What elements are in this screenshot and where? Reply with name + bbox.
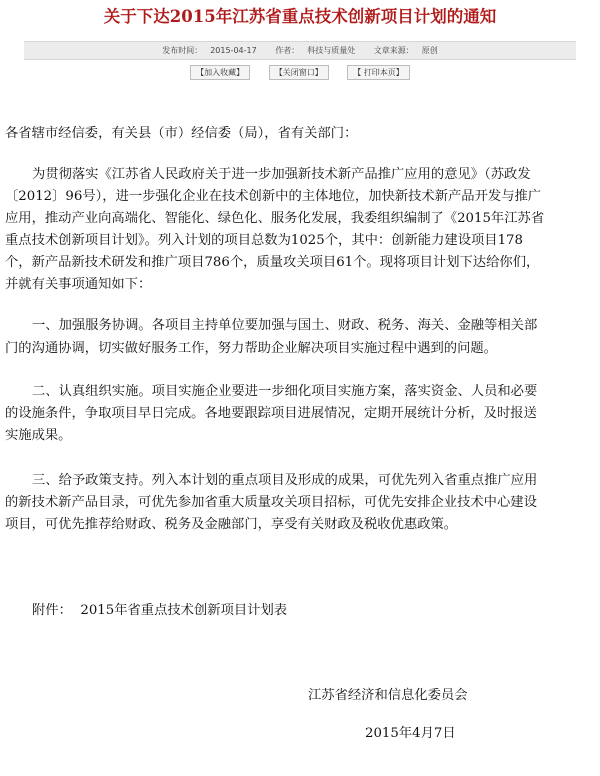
publish-time-value: 2015-04-17 [210, 46, 257, 55]
source [370, 46, 442, 55]
item-3-line: 三、给予政策支持。列入本计划的重点项目及形成的成果，可优先列入省重点推广应用 [32, 473, 538, 488]
issuer-signature: 江苏省经济和信息化委员会 [308, 688, 468, 703]
article-actions [0, 65, 600, 80]
item-2-line: 的设施条件，争取项目早日完成。各地要跟踪项目进展情况，定期开展统计分析，及时报送 [5, 406, 537, 421]
document-body [0, 80, 600, 770]
author [271, 46, 359, 55]
source-label: 文章来源： [373, 46, 414, 55]
print-page-button[interactable]: 【 打印本页】 [347, 65, 410, 80]
publish-time-label: 发布时间： [162, 46, 203, 55]
add-favorite-button[interactable]: 【加入收藏】 [190, 65, 250, 80]
author-label: 作者： [275, 46, 300, 55]
attachment [32, 602, 600, 620]
attachment-title: 2015年省重点技术创新项目计划表 [80, 603, 288, 618]
publish-time [158, 46, 261, 55]
item-1-line: 一、加强服务协调。各项目主持单位要加强与国土、财政、税务、海关、金融等相关部 [32, 318, 538, 333]
close-window-button[interactable]: 【关闭窗口】 [269, 65, 329, 80]
item-1-line: 门的沟通协调，切实做好服务工作，努力帮助企业解决项目实施过程中遇到的问题。 [5, 341, 497, 356]
item-3-line: 的新技术新产品目录，可优先参加省重大质量攻关项目招标，可优先安排企业技术中心建设 [5, 495, 537, 510]
intro-line: 个，新产品新技术研发和推广项目786个，质量攻关项目61个。现将项目计划下达给你们， [5, 255, 540, 270]
author-value: 科技与质量处 [307, 46, 356, 55]
source-value: 原创 [421, 46, 438, 55]
item-2-line: 实施成果。 [5, 428, 72, 443]
intro-line: 重点技术创新项目计划》。列入计划的项目总数为1025个，其中：创新能力建设项目178 [5, 233, 523, 248]
issue-date: 2015年4月7日 [365, 726, 456, 741]
attachment-label: 附件： [32, 603, 72, 618]
intro-line: 并就有关事项通知如下： [5, 277, 152, 292]
intro-line: 应用，推动产业向高端化、智能化、绿色化、服务化发展，我委组织编制了《2015年江苏省 [5, 211, 545, 226]
intro-line: 为贯彻落实《江苏省人民政府关于进一步加强新技术新产品推广应用的意见》（苏政发 [32, 167, 531, 182]
salutation: 各省辖市经信委，有关县（市）经信委（局），省有关部门： [5, 126, 358, 141]
article-meta-bar [24, 41, 576, 60]
item-3-line: 项目，可优先推荐给财政、税务及金融部门，享受有关财政及税收优惠政策。 [5, 517, 458, 532]
page-title: 关于下达2015年江苏省重点技术创新项目计划的通知 [103, 7, 497, 26]
intro-line: 〔2012〕96号），进一步强化企业在技术创新中的主体地位，加快新技术新产品开发与推广 [5, 189, 542, 204]
item-2-line: 二、认真组织实施。项目实施企业要进一步细化项目实施方案，落实资金、人员和必要 [32, 384, 538, 399]
